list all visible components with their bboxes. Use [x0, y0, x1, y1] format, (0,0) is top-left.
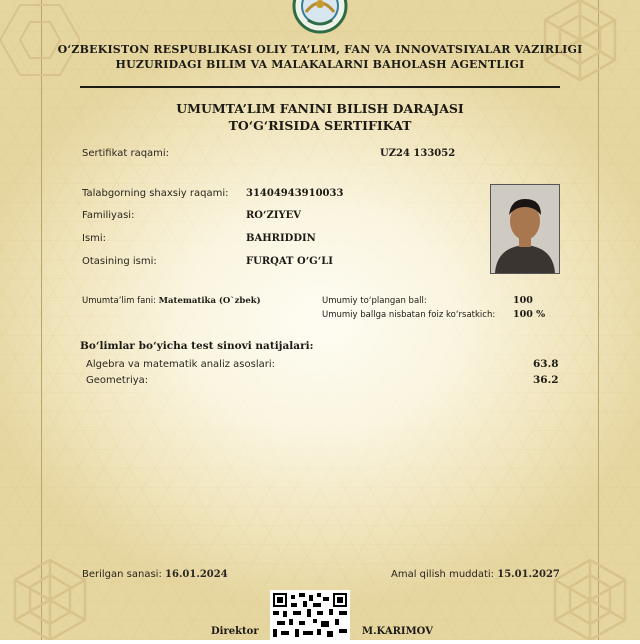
applicant-photo — [490, 184, 560, 274]
certificate-title-line1: UMUMTA’LIM FANINI BILISH DARAJASI — [176, 101, 464, 116]
percent-label: Umumiy ballga nisbatan foiz ko‘rsatkich: — [322, 310, 496, 320]
issued-date-row — [82, 569, 228, 580]
director-label: Direktor — [211, 626, 259, 637]
sections-heading: Bo‘limlar bo‘yicha test sinovi natijalari: — [80, 340, 314, 352]
section-algebra-value: 63.8 — [533, 358, 559, 370]
first-name-label: Ismi: — [82, 233, 107, 244]
first-name-value: BAHRIDDIN — [246, 233, 316, 244]
subject-row — [82, 296, 261, 306]
percent-value: 100 % — [513, 309, 546, 320]
surname-value: RO‘ZIYEV — [246, 210, 301, 221]
corner-ornament-bottom-right — [530, 540, 640, 640]
valid-until-value: 15.01.2027 — [497, 569, 560, 580]
corner-ornament-bottom-left — [0, 540, 110, 640]
certificate-number-value: UZ24 133052 — [380, 148, 456, 159]
section-geometry-label: Geometriya: — [86, 375, 149, 386]
patronymic-label: Otasining ismi: — [82, 256, 157, 267]
section-geometry-value: 36.2 — [533, 374, 559, 386]
personal-id-value: 31404943910033 — [246, 188, 344, 199]
ministry-name-line2: HUZURIDAGI BILIM VA MALAKALARNI BAHOLASH AGENTLIGI — [115, 58, 525, 71]
total-score-label: Umumiy to‘plangan ball: — [322, 296, 427, 306]
verification-qr-code — [270, 590, 350, 640]
header-divider — [80, 86, 560, 88]
section-algebra-label: Algebra va matematik analiz asoslari: — [86, 359, 275, 370]
valid-until-label: Amal qilish muddati: — [391, 569, 495, 580]
issued-date-value: 16.01.2024 — [165, 569, 228, 580]
certificate-number-label: Sertifikat raqami: — [82, 148, 170, 159]
issued-date-label: Berilgan sanasi: — [82, 569, 162, 580]
personal-id-label: Talabgorning shaxsiy raqami: — [82, 188, 229, 199]
surname-label: Familiyasi: — [82, 210, 135, 221]
subject-value: Matematika (O`zbek) — [158, 296, 261, 306]
certificate-frame — [41, 0, 599, 640]
subject-label: Umumta’lim fani: — [82, 296, 156, 306]
total-score-value: 100 — [513, 295, 533, 306]
valid-until-row — [391, 569, 560, 580]
state-emblem — [286, 0, 354, 34]
director-name: M.KARIMOV — [362, 626, 433, 637]
certificate-title-line2: TO‘G‘RISIDA SERTIFIKAT — [228, 118, 412, 133]
ministry-name-line1: O‘ZBEKISTON RESPUBLIKASI OLIY TA’LIM, FAN VA INNOVATSIYALAR VAZIRLIGI — [57, 43, 583, 56]
patronymic-value: FURQAT O‘G‘LI — [246, 256, 333, 267]
